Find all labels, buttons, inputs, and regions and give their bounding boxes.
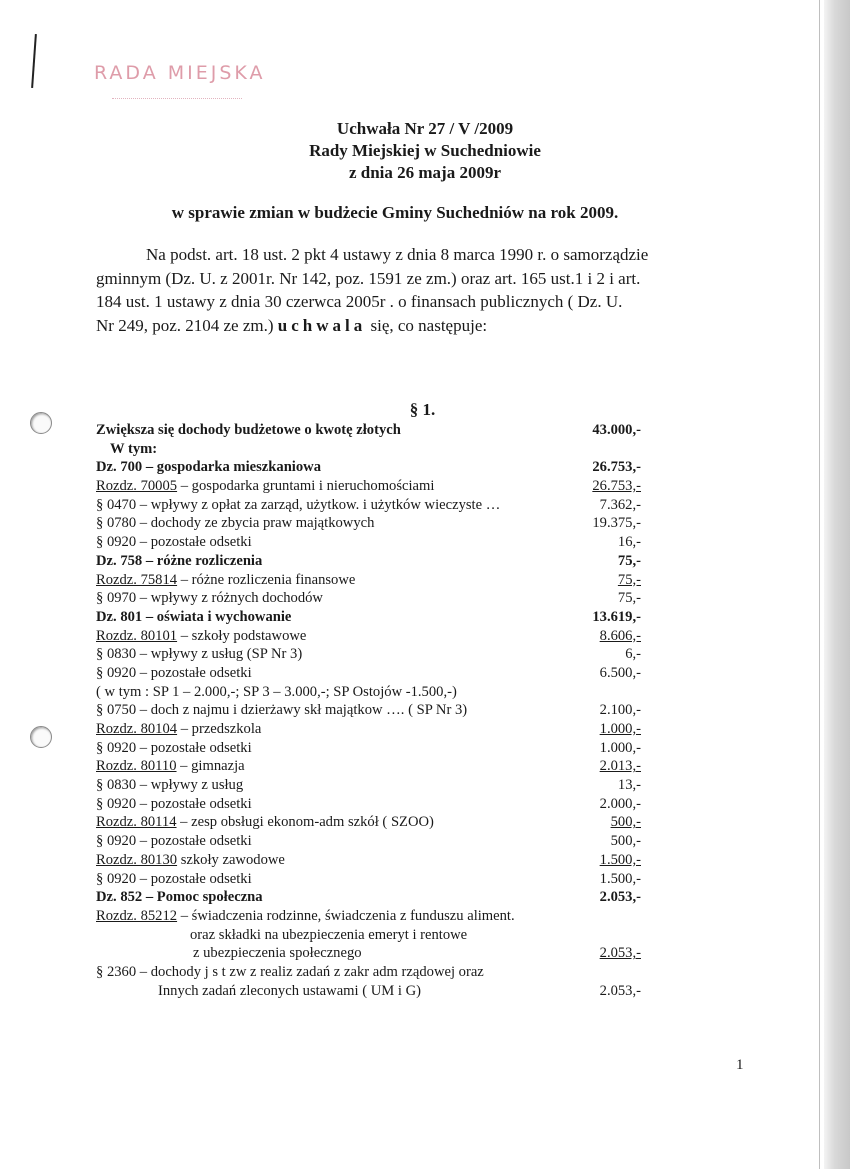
chapter-code: Rozdz. 85212 <box>96 907 178 924</box>
budget-row-text: § 0470 – wpływy z opłat za zarząd, użytkow. i użytków wieczyste … <box>96 496 501 513</box>
budget-row <box>0 907 850 926</box>
budget-row-text: ( w tym : SP 1 – 2.000,-; SP 3 – 3.000,-; SP Ostojów -1.500,-) <box>96 683 457 700</box>
budget-row-amount: 13,- <box>617 777 641 794</box>
budget-row <box>0 701 850 720</box>
budget-row <box>0 421 850 440</box>
chapter-code: Rozdz. 80104 <box>96 721 178 737</box>
budget-row-label <box>96 720 261 739</box>
chapter-code: Rozdz. 80114 <box>96 814 177 831</box>
budget-row-text: § 0920 – pozostałe odsetki <box>96 739 252 756</box>
budget-row-text: § 2360 – dochody j s t zw z realiz zadań z zakr adm rządowej oraz <box>96 963 484 980</box>
budget-row <box>0 813 850 832</box>
budget-row-text: § 0920 – pozostałe odsetki <box>96 664 252 681</box>
section-heading: § 1. <box>409 400 436 419</box>
budget-row-label <box>96 907 515 926</box>
budget-row-amount: 26.753,- <box>592 478 641 495</box>
budget-row-text: – przedszkola <box>177 721 262 737</box>
budget-row-text: Zwiększa się dochody budżetowe o kwotę złotych <box>96 422 401 438</box>
legal-basis-end: się, co następuje: <box>366 315 488 335</box>
budget-row-text: § 0830 – wpływy z usług (SP Nr 3) <box>96 646 303 663</box>
council-stamp: RADA MIEJSKA <box>94 62 266 84</box>
budget-row-label <box>96 870 252 889</box>
budget-row <box>0 440 850 459</box>
budget-row-label <box>96 627 306 646</box>
budget-row <box>0 589 850 608</box>
budget-row-amount: 75,- <box>617 571 641 588</box>
budget-row <box>0 739 850 758</box>
budget-row <box>0 982 850 1001</box>
budget-row <box>0 608 850 627</box>
chapter-code: Rozdz. 80101 <box>96 627 178 644</box>
budget-row-text: § 0970 – wpływy z różnych dochodów <box>96 590 323 607</box>
budget-row-text: § 0920 – pozostałe odsetki <box>96 795 252 812</box>
budget-row-text: Dz. 801 – oświata i wychowanie <box>96 608 292 625</box>
budget-row-label <box>158 982 421 1001</box>
budget-row <box>0 496 850 515</box>
budget-row-text: z ubezpieczenia społecznego <box>193 945 362 962</box>
budget-row-text: oraz składki na ubezpieczenia emeryt i rentowe <box>190 926 468 943</box>
budget-row-label <box>96 813 434 832</box>
legal-basis-line-4 <box>96 314 736 338</box>
resolution-number: Uchwała Nr 27 / V /2009 <box>336 119 514 138</box>
budget-row <box>0 832 850 851</box>
resolution-subject: w sprawie zmian w budżecie Gminy Suchedniów na rok 2009. <box>171 203 619 222</box>
budget-row-label <box>96 683 457 702</box>
budget-row-amount: 26.753,- <box>592 459 641 476</box>
budget-row-amount: 2.013,- <box>599 758 641 775</box>
budget-row <box>0 795 850 814</box>
budget-row-amount: 13.619,- <box>592 608 641 625</box>
budget-row <box>0 944 850 963</box>
budget-row <box>0 552 850 571</box>
resolution-date: z dnia 26 maja 2009r <box>348 163 502 182</box>
chapter-code: Rozdz. 80130 <box>96 851 178 868</box>
budget-row-text: – gospodarka gruntami i nieruchomościami <box>177 478 435 495</box>
legal-basis-line-2: gminnym (Dz. U. z 2001r. Nr 142, poz. 1591 ze zm.) oraz art. 165 ust.1 i 2 i art. <box>96 268 641 288</box>
budget-row-label <box>96 571 355 590</box>
budget-row-text: Innych zadań zleconych ustawami ( UM i G) <box>158 982 422 999</box>
budget-row-label <box>96 963 484 982</box>
legal-basis-line-1: Na podst. art. 18 ust. 2 pkt 4 ustawy z dnia 8 marca 1990 r. o samorządzie <box>146 245 649 264</box>
budget-row-label <box>96 776 243 795</box>
chapter-code: Rozdz. 80110 <box>96 758 177 775</box>
budget-row-amount: 1.500,- <box>599 851 641 868</box>
legal-basis-ref: Nr 249, poz. 2104 ze zm.) <box>96 315 278 335</box>
budget-row <box>0 458 850 477</box>
budget-row <box>0 888 850 907</box>
budget-row <box>0 533 850 552</box>
budget-row-amount: 6.500,- <box>599 664 641 681</box>
budget-row-amount: 8.606,- <box>599 627 641 644</box>
budget-row-amount: 1.500,- <box>599 870 641 887</box>
stamp-underline <box>112 98 242 101</box>
budget-row-label <box>96 477 434 496</box>
budget-row-text: szkoły zawodowe <box>177 851 285 868</box>
budget-row-text: § 0920 – pozostałe odsetki <box>96 833 252 850</box>
budget-row <box>0 571 850 590</box>
budget-row-amount: 2.053,- <box>599 945 641 962</box>
budget-row-label <box>96 496 500 515</box>
budget-table <box>0 421 850 1000</box>
budget-row <box>0 683 850 702</box>
budget-row <box>0 477 850 496</box>
budget-row-label <box>96 421 401 440</box>
budget-row-amount: 6,- <box>625 646 641 663</box>
budget-row <box>0 627 850 646</box>
budget-row <box>0 720 850 739</box>
budget-row-label <box>96 757 245 776</box>
budget-row-label <box>96 739 252 758</box>
budget-row-text: – świadczenia rodzinne, świadczenia z funduszu aliment. <box>177 907 515 924</box>
budget-row-label <box>96 514 374 533</box>
legal-basis-line-3: 184 ust. 1 ustawy z dnia 30 czerwca 2005r . o finansach publicznych ( Dz. U. <box>96 292 623 311</box>
budget-row-amount: 19.375,- <box>592 515 641 532</box>
budget-row-amount: 2.100,- <box>599 702 641 719</box>
budget-row-label <box>96 608 291 627</box>
budget-row-amount: 2.053,- <box>599 982 641 999</box>
budget-row-amount: 2.000,- <box>599 795 641 812</box>
budget-row <box>0 514 850 533</box>
budget-row <box>0 926 850 945</box>
budget-row-label <box>96 701 467 720</box>
budget-row-amount: 500,- <box>610 814 641 831</box>
resolves-word: uchwala <box>277 315 367 335</box>
budget-row-text: § 0830 – wpływy z usług <box>96 777 244 794</box>
budget-row-amount: 1.000,- <box>599 739 641 756</box>
budget-row-amount: 75,- <box>617 552 641 569</box>
chapter-code: Rozdz. 75814 <box>96 571 178 588</box>
council-name: Rady Miejskiej w Suchedniowie <box>309 141 541 160</box>
budget-row-amount: 2.053,- <box>599 889 641 906</box>
budget-row-amount: 500,- <box>610 833 641 850</box>
budget-row-text: – różne rozliczenia finansowe <box>177 571 356 588</box>
budget-row-text: § 0920 – pozostałe odsetki <box>96 870 252 887</box>
budget-row-amount: 7.362,- <box>599 496 641 513</box>
budget-row-label <box>96 888 263 907</box>
budget-row-label <box>96 589 323 608</box>
budget-row <box>0 870 850 889</box>
budget-row-text: § 0750 – doch z najmu i dzierżawy skł majątkow …. ( SP Nr 3) <box>96 702 468 719</box>
budget-row-amount: 1.000,- <box>599 721 641 737</box>
budget-row-amount: 16,- <box>617 534 641 551</box>
chapter-code: Rozdz. 70005 <box>96 478 178 495</box>
budget-row-label <box>96 664 252 683</box>
budget-row-text: § 0780 – dochody ze zbycia praw majątkowych <box>96 515 375 532</box>
budget-row-label <box>96 533 252 552</box>
budget-row-label <box>96 851 285 870</box>
budget-row-label <box>96 645 302 664</box>
budget-row <box>0 776 850 795</box>
budget-row-text: § 0920 – pozostałe odsetki <box>96 534 252 551</box>
margin-pen-mark <box>31 34 37 88</box>
budget-row-amount: 43.000,- <box>592 422 641 438</box>
budget-row-text: Dz. 852 – Pomoc społeczna <box>96 889 263 906</box>
budget-row-label <box>96 832 252 851</box>
budget-row-text: – szkoły podstawowe <box>177 627 307 644</box>
budget-row-amount: 75,- <box>617 590 641 607</box>
budget-row-text: – gimnazja <box>176 758 245 775</box>
budget-row <box>0 757 850 776</box>
budget-row <box>0 963 850 982</box>
budget-row <box>0 664 850 683</box>
budget-row-text: Dz. 758 – różne rozliczenia <box>96 552 263 569</box>
budget-row-label <box>96 458 321 477</box>
budget-row-text: W tym: <box>110 440 158 457</box>
budget-row-text: Dz. 700 – gospodarka mieszkaniowa <box>96 459 321 476</box>
page-number: 1 <box>736 1057 744 1073</box>
budget-row-text: – zesp obsługi ekonom-adm szkół ( SZOO) <box>176 814 434 831</box>
budget-row-label <box>110 440 157 459</box>
budget-row-label <box>96 552 262 571</box>
budget-row-label <box>96 795 252 814</box>
budget-row <box>0 645 850 664</box>
budget-row-label <box>193 944 362 963</box>
legal-basis <box>96 243 736 337</box>
budget-row <box>0 851 850 870</box>
budget-row-label <box>190 926 467 945</box>
